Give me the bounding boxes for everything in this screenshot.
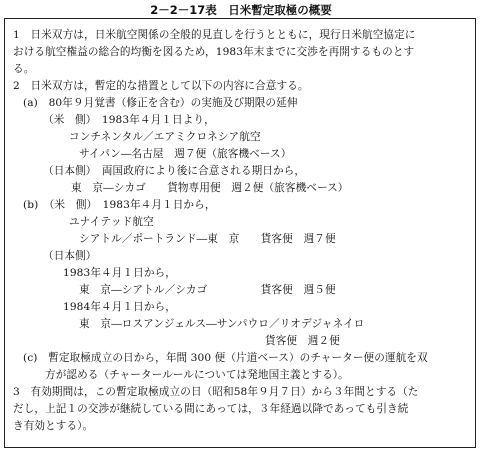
item-3-line-3: き有効とする）。 [13,420,94,432]
item-2b-japan-date-1984: 1984年４月１日から， [63,301,176,313]
item-1-line-1: 1 日米双方は，日米航空関係の全般的見直しを行うとともに，現行日米航空協定に [13,29,416,41]
item-1-line-2: おける航空権益の総合的均衡を図るため，1983年末までに交渉を再開するものとす [13,46,415,58]
content-frame [4,18,476,448]
item-2a-japan-route: 東 京―シカゴ 貨物専用便 週２便（旅客機ベース） [71,182,349,194]
item-3-line-1: 3 有効期間は，この暫定取極成立の日（昭和58年９月７日）から３年間とする（た [13,386,419,398]
item-2b-japan-route-1984: 東 京―ロスアンジェルス―サンパウロ／リオデジャネイロ [79,318,365,330]
item-2a-heading: (a) 80年９月覚書（修正を含む）の実施及び期限の延伸 [23,97,298,109]
item-2b-japan-route-1983: 東 京―シアトル／シカゴ 貨客便 週５便 [79,284,336,296]
item-2b-japan-side: （日本側） [43,250,97,262]
item-2b-us-airline: ユナイテッド航空 [69,216,154,228]
item-2c-line-2: 方が認める（チャータールールについては発地国主義とする）。 [45,369,349,381]
item-2a-us-airline: コンチネンタル／エアミクロネシア航空 [69,131,261,143]
item-2c-line-1: (c) 暫定取極成立の日から，年間 300 便（片道ベース）のチャーター便の運航を双 [23,352,428,364]
item-2b-japan-service-1984: 貨客便 週２便 [265,335,340,347]
table-title: 2－2－17表 日米暫定取極の概要 [150,3,332,17]
item-2b-japan-date-1983: 1983年４月１日から， [63,267,176,279]
item-3-line-2: だし，上記１の交渉が継続している間にあっては，３年経過以降であっても引き続 [13,403,409,415]
item-2-heading: 2 日米双方は，暫定的な措置として以下の内容に合意する。 [13,80,309,92]
item-2b-us-side: (b) （米 側） 1983年４月１日から， [23,199,216,211]
item-2a-us-side: （米 側） 1983年４月１日より， [43,114,215,126]
item-2a-japan-side: （日本側） 両国政府により後に合意される期日から， [43,165,306,177]
item-1-line-3: る。 [13,63,35,75]
item-2a-us-route: サイパン―名古屋 週７便（旅客機ベース） [79,148,292,160]
item-2b-us-route: シアトル／ポートランド―東 京 貨客便 週７便 [79,233,336,245]
